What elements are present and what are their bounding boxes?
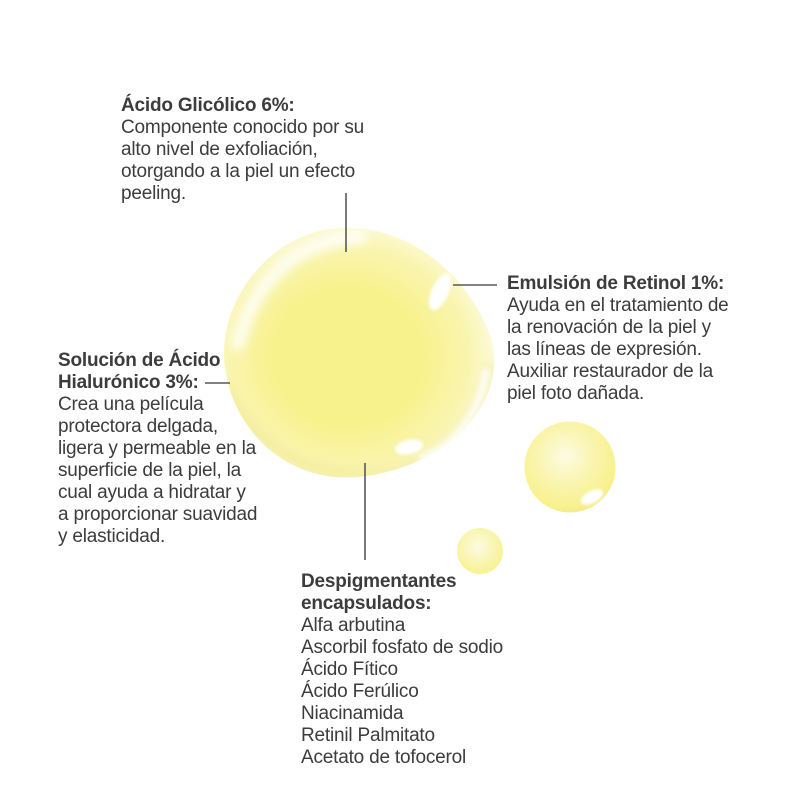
annotation-line: Retinil Palmitato [301, 725, 435, 746]
annotation-title: Ácido Glicólico 6%: [121, 95, 295, 116]
annotation-emulsion-retinol [507, 273, 729, 405]
annotation-line: Ayuda en el tratamiento de [507, 295, 729, 316]
annotation-line: y elasticidad. [58, 526, 166, 547]
annotation-title: encapsulados: [301, 593, 432, 614]
small-drop [457, 528, 503, 574]
annotation-line: Niacinamida [301, 703, 404, 724]
annotation-line: superficie de la piel, la [58, 460, 241, 481]
annotation-line: Ácido Ferúlico [301, 681, 419, 702]
annotation-acido-glicolico [121, 95, 364, 205]
annotation-line: las líneas de expresión. [507, 339, 702, 360]
annotation-line: cual ayuda a hidratar y [58, 482, 246, 503]
annotation-line: Ascorbil fosfato de sodio [301, 637, 504, 658]
annotation-line: Auxiliar restaurador de la [507, 361, 714, 382]
annotation-line: alto nivel de exfoliación, [121, 139, 318, 160]
annotation-line: otorgando a la piel un efecto [121, 161, 355, 182]
annotation-title: Solución de Ácido [58, 350, 221, 371]
annotation-line: piel foto dañada. [507, 383, 645, 404]
annotation-title: Hialurónico 3%: [58, 372, 199, 393]
annotation-line: la renovación de la piel y [507, 317, 711, 338]
annotation-line: Ácido Fítico [301, 659, 398, 680]
annotation-acido-hialuronico [58, 350, 257, 548]
annotation-despigmentantes [301, 571, 503, 769]
annotation-line: Acetato de tofocerol [301, 747, 466, 768]
annotation-line: Alfa arbutina [301, 615, 406, 636]
annotation-line: Crea una película [58, 394, 204, 415]
annotation-line: Componente conocido por su [121, 117, 365, 138]
annotation-line: ligera y permeable en la [58, 438, 256, 459]
medium-drop [525, 422, 616, 513]
annotation-line: protectora delgada, [58, 416, 218, 437]
annotation-line: a proporcionar suavidad [58, 504, 258, 525]
annotation-line: peeling. [121, 183, 186, 204]
annotation-title: Despigmentantes [301, 571, 457, 592]
annotation-title: Emulsión de Retinol 1%: [507, 273, 725, 294]
